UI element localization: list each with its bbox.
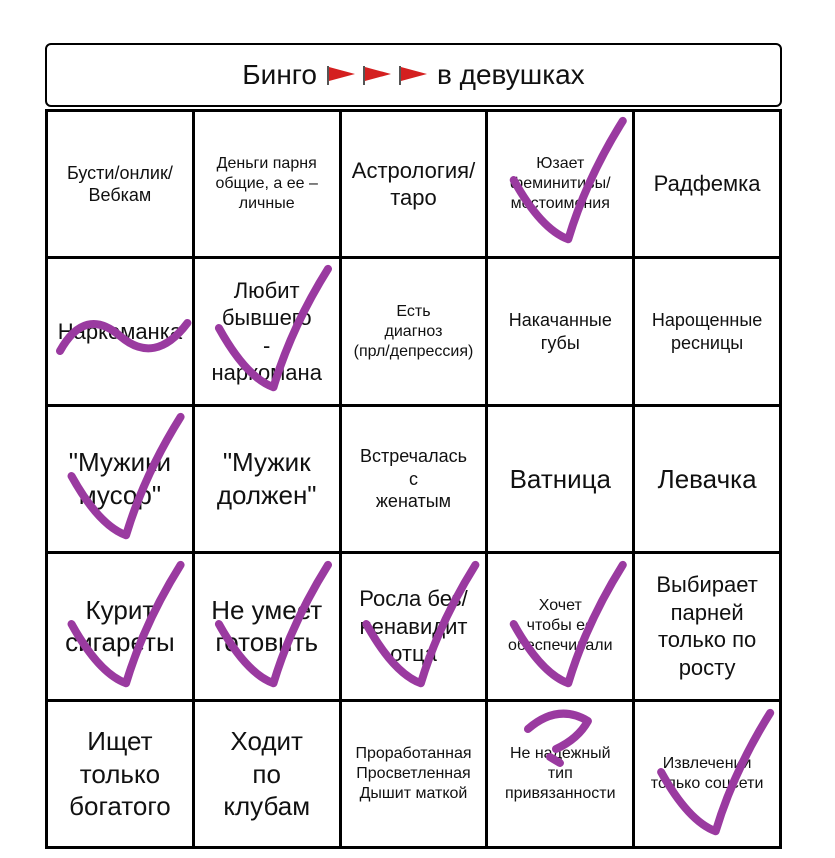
bingo-cell[interactable]: Бусти/онлик/ Вебкам bbox=[48, 112, 192, 256]
bingo-cell[interactable]: Деньги парня общие, а ее – личные bbox=[195, 112, 339, 256]
bingo-cell[interactable]: Не умеет готовить bbox=[195, 554, 339, 698]
bingo-cell[interactable]: Любит бывшего - наркомана bbox=[195, 259, 339, 403]
bingo-cell[interactable]: Нарощенные ресницы bbox=[635, 259, 779, 403]
bingo-cell[interactable]: "Мужики мусор" bbox=[48, 407, 192, 551]
bingo-cell[interactable]: Радфемка bbox=[635, 112, 779, 256]
bingo-cell[interactable]: Хочет чтобы ее обеспечивали bbox=[488, 554, 632, 698]
bingo-cell[interactable]: Юзает феминитивы/ местоимения bbox=[488, 112, 632, 256]
bingo-cell[interactable]: Росла без/ ненавидит отца bbox=[342, 554, 486, 698]
title-text-right: в девушках bbox=[436, 59, 585, 90]
bingo-cell[interactable]: Ходит по клубам bbox=[195, 702, 339, 846]
bingo-cell[interactable]: Встречалась с женатым bbox=[342, 407, 486, 551]
bingo-cell[interactable]: Есть диагноз (прл/депрессия) bbox=[342, 259, 486, 403]
bingo-cell[interactable]: Ищет только богатого bbox=[48, 702, 192, 846]
bingo-grid bbox=[45, 109, 782, 849]
title-text-left: Бинго bbox=[242, 59, 317, 90]
bingo-cell[interactable]: Проработанная Просветленная Дышит маткой bbox=[342, 702, 486, 846]
bingo-cell[interactable]: Выбирает парней только по росту bbox=[635, 554, 779, 698]
bingo-cell[interactable]: Извлечений только соцсети bbox=[635, 702, 779, 846]
red-flags-group bbox=[325, 64, 429, 86]
red-flag-icon bbox=[397, 64, 429, 86]
bingo-cell[interactable]: Не надежный тип привязанности bbox=[488, 702, 632, 846]
bingo-title bbox=[45, 43, 782, 107]
bingo-cell[interactable]: "Мужик должен" bbox=[195, 407, 339, 551]
bingo-cell[interactable]: Астрология/ таро bbox=[342, 112, 486, 256]
bingo-cell[interactable]: Курит сигареты bbox=[48, 554, 192, 698]
red-flag-icon bbox=[325, 64, 357, 86]
bingo-cell[interactable]: Наркоманка bbox=[48, 259, 192, 403]
red-flag-icon bbox=[361, 64, 393, 86]
bingo-cell[interactable]: Левачка bbox=[635, 407, 779, 551]
bingo-cell[interactable]: Накачанные губы bbox=[488, 259, 632, 403]
bingo-cell[interactable]: Ватница bbox=[488, 407, 632, 551]
